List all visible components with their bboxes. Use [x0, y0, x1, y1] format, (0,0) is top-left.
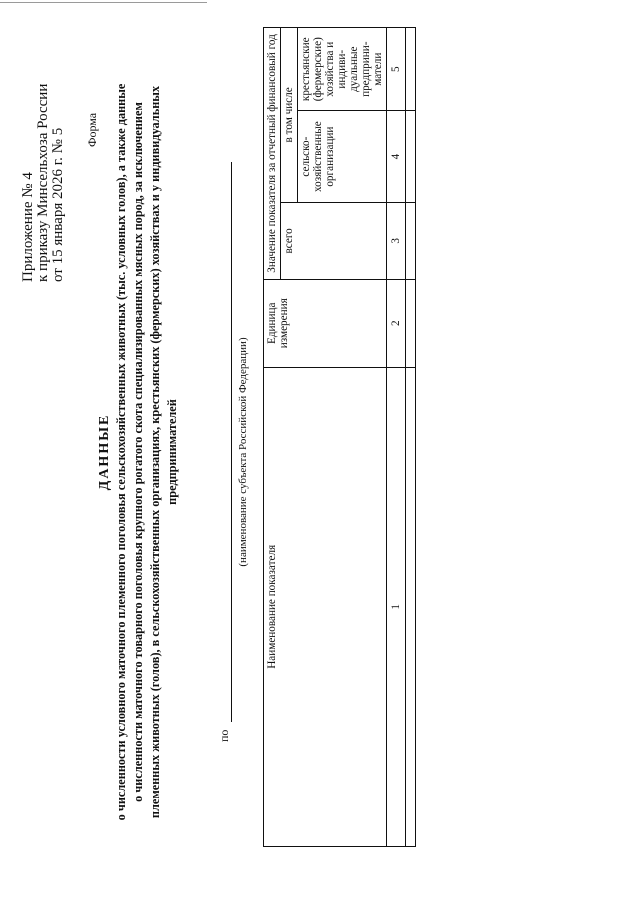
table-column-numbers-row: [387, 28, 406, 847]
subject-caption: (наименование субъекта Российской Федерации): [237, 337, 249, 567]
header-indicator-name: Наименование показателя: [264, 367, 387, 846]
column-number: 3: [387, 202, 406, 279]
annex-reference: [21, 84, 66, 282]
annex-order: к приказу Минсельхоза России: [35, 83, 51, 282]
table-header-row: [264, 28, 281, 847]
table-cell: [406, 279, 416, 367]
table-cell: [406, 111, 416, 202]
table-cell: [406, 28, 416, 111]
table-row: [406, 28, 416, 847]
header-farms-entrepreneurs: крестьянские (фермерские) хозяйства и индиви-дуальные предприни-матели: [298, 28, 387, 111]
document-title: ДАННЫЕ: [97, 413, 112, 491]
indicators-table: [263, 27, 416, 847]
subject-prefix: по: [217, 729, 231, 742]
document-heading: о численности условного маточного племенного поголовья сельскохозяйственных животных (тыс. условных голов), а также данные о численности маточного товарного поголовья крупного рогатого скота специализированных мясных пород, за исключением племенных животных (голов), в сельскохозяйственных организациях, крестьянских (фермерских) хозяйствах и у индивидуальных предпринимателей: [114, 83, 179, 821]
column-number: 2: [387, 279, 406, 367]
table-cell: [406, 202, 416, 279]
form-label: Форма: [85, 112, 99, 147]
table-cell: [406, 367, 416, 846]
rotated-form-page: [15, 12, 625, 892]
header-agro-organizations: сельско-хозяйственные организации: [298, 111, 387, 202]
column-number: 4: [387, 111, 406, 202]
annex-date: от 15 января 2026 г. № 5: [50, 127, 66, 282]
annex-number: Приложение № 4: [20, 172, 36, 282]
top-rule: [0, 2, 207, 3]
subject-fill-line: [231, 162, 232, 722]
column-number: 1: [387, 367, 406, 846]
header-financial-year: Значение показателя за отчетный финансовый год: [264, 28, 281, 280]
header-including: в том числе: [281, 28, 298, 203]
column-number: 5: [387, 28, 406, 111]
header-unit: Единица измерения: [264, 279, 387, 367]
header-total: всего: [281, 202, 387, 279]
